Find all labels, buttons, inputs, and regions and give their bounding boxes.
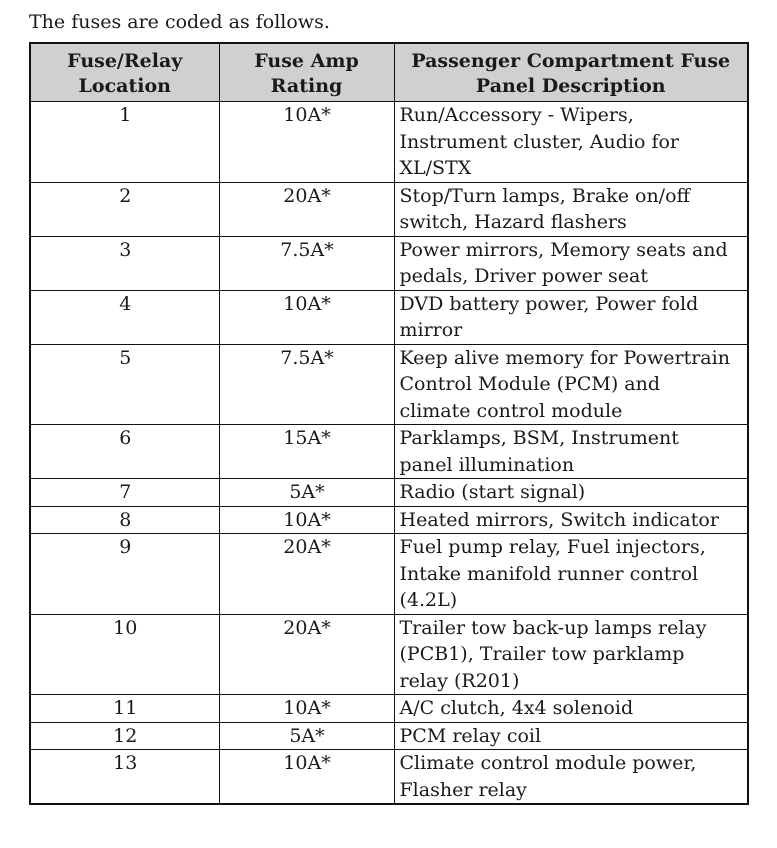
table-row: [30, 182, 748, 236]
description-cell: PCM relay coil: [394, 722, 748, 750]
amp-cell: 20A*: [219, 614, 394, 695]
description-cell: DVD battery power, Power fold mirror: [394, 290, 748, 344]
amp-cell: 5A*: [219, 722, 394, 750]
location-cell: 11: [30, 695, 219, 723]
table-row: [30, 102, 748, 183]
location-cell: 3: [30, 236, 219, 290]
amp-cell: 10A*: [219, 750, 394, 805]
fuse-table: [29, 42, 749, 805]
location-cell: 13: [30, 750, 219, 805]
table-row: [30, 344, 748, 425]
description-cell: Power mirrors, Memory seats and pedals, Driver power seat: [394, 236, 748, 290]
location-cell: 5: [30, 344, 219, 425]
location-cell: 2: [30, 182, 219, 236]
location-cell: 6: [30, 425, 219, 479]
table-row: [30, 750, 748, 805]
amp-cell: 20A*: [219, 534, 394, 615]
table-row: [30, 290, 748, 344]
description-cell: Fuel pump relay, Fuel injectors, Intake manifold runner control (4.2L): [394, 534, 748, 615]
amp-cell: 7.5A*: [219, 236, 394, 290]
amp-cell: 10A*: [219, 506, 394, 534]
amp-cell: 10A*: [219, 102, 394, 183]
amp-cell: 20A*: [219, 182, 394, 236]
description-cell: Heated mirrors, Switch indicator: [394, 506, 748, 534]
table-row: [30, 479, 748, 507]
description-cell: Radio (start signal): [394, 479, 748, 507]
description-cell: Run/Accessory - Wipers, Instrument cluster, Audio for XL/STX: [394, 102, 748, 183]
table-row: [30, 534, 748, 615]
location-cell: 1: [30, 102, 219, 183]
amp-cell: 15A*: [219, 425, 394, 479]
location-header: Fuse/Relay Location: [30, 43, 219, 102]
description-cell: Keep alive memory for Powertrain Control Module (PCM) and climate control module: [394, 344, 748, 425]
location-cell: 4: [30, 290, 219, 344]
description-cell: Trailer tow back-up lamps relay (PCB1), Trailer tow parklamp relay (R201): [394, 614, 748, 695]
location-cell: 12: [30, 722, 219, 750]
table-row: [30, 614, 748, 695]
intro-text: The fuses are coded as follows.: [29, 11, 330, 33]
table-row: [30, 722, 748, 750]
table-row: [30, 236, 748, 290]
table-row: [30, 695, 748, 723]
amp-header: Fuse Amp Rating: [219, 43, 394, 102]
table-row: [30, 506, 748, 534]
description-cell: A/C clutch, 4x4 solenoid: [394, 695, 748, 723]
table-row: [30, 425, 748, 479]
location-cell: 7: [30, 479, 219, 507]
amp-cell: 7.5A*: [219, 344, 394, 425]
amp-cell: 10A*: [219, 695, 394, 723]
description-cell: Parklamps, BSM, Instrument panel illumination: [394, 425, 748, 479]
description-cell: Climate control module power, Flasher relay: [394, 750, 748, 805]
amp-cell: 10A*: [219, 290, 394, 344]
location-cell: 8: [30, 506, 219, 534]
location-cell: 9: [30, 534, 219, 615]
location-cell: 10: [30, 614, 219, 695]
header-row: [30, 43, 748, 102]
amp-cell: 5A*: [219, 479, 394, 507]
description-cell: Stop/Turn lamps, Brake on/off switch, Hazard flashers: [394, 182, 748, 236]
description-header: Passenger Compartment Fuse Panel Description: [394, 43, 748, 102]
